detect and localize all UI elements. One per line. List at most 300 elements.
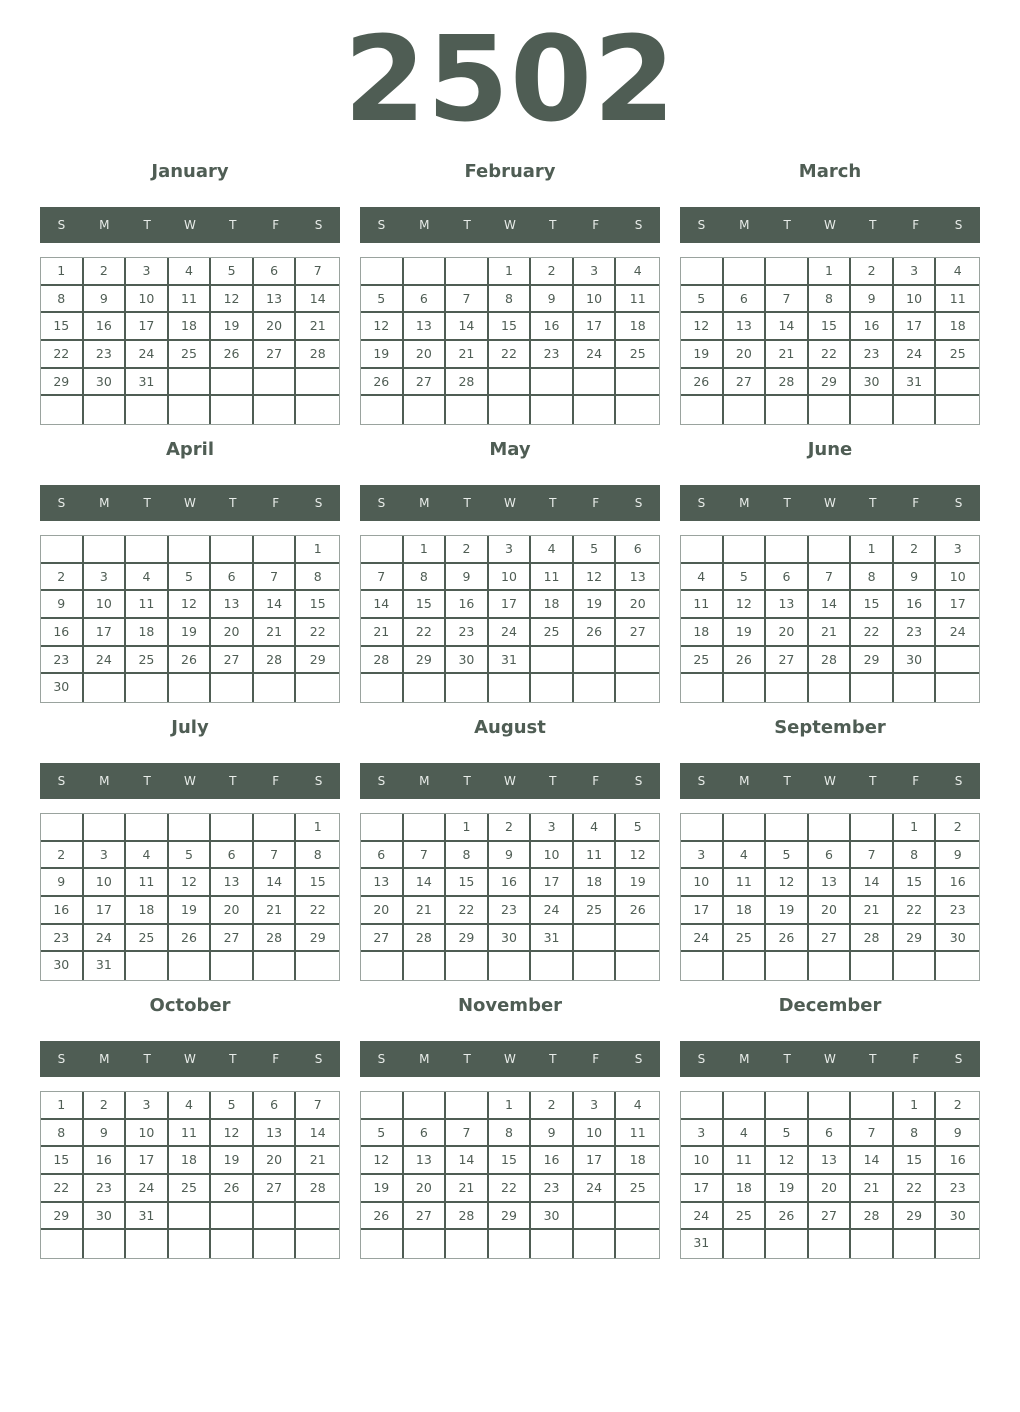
- day-cell: [809, 1230, 852, 1258]
- day-cell: 1: [404, 536, 447, 564]
- weekday-header: T: [229, 1052, 237, 1066]
- weekday-header: S: [57, 218, 66, 232]
- day-cell: [41, 396, 84, 424]
- day-cell: 13: [404, 313, 447, 341]
- day-cell: 9: [531, 1120, 574, 1148]
- day-cell: 11: [616, 286, 659, 314]
- day-cell: 28: [851, 1203, 894, 1231]
- day-cell: 8: [296, 842, 339, 870]
- day-cell: 1: [894, 1092, 937, 1120]
- day-cell: 12: [211, 286, 254, 314]
- day-cell: 23: [84, 1175, 127, 1203]
- day-cell: [254, 369, 297, 397]
- month-title: March: [798, 161, 862, 182]
- day-cell: 16: [936, 869, 979, 897]
- weekday-header: T: [869, 1052, 877, 1066]
- month-title: January: [151, 161, 229, 182]
- day-cell: 4: [936, 258, 979, 286]
- day-cell: [809, 536, 852, 564]
- day-cell: 24: [681, 925, 724, 953]
- day-cell: 17: [126, 1147, 169, 1175]
- day-cell: [211, 396, 254, 424]
- day-cell: 8: [41, 1120, 84, 1148]
- day-cell: 29: [404, 647, 447, 675]
- day-cell: 22: [894, 1175, 937, 1203]
- day-cell: 6: [809, 1120, 852, 1148]
- day-cell: [169, 536, 212, 564]
- day-cell: [296, 952, 339, 980]
- day-cell: 5: [361, 286, 404, 314]
- month-title: May: [489, 439, 531, 460]
- day-cell: 18: [616, 313, 659, 341]
- weekday-header: W: [504, 1052, 516, 1066]
- day-cell: 24: [126, 341, 169, 369]
- day-cell: [169, 952, 212, 980]
- day-cell: 13: [616, 564, 659, 592]
- day-cell: 27: [809, 925, 852, 953]
- day-cell: 28: [766, 369, 809, 397]
- day-cell: 18: [531, 591, 574, 619]
- day-cell: [84, 536, 127, 564]
- day-cell: 27: [724, 369, 767, 397]
- day-cell: 17: [84, 897, 127, 925]
- day-cell: 5: [361, 1120, 404, 1148]
- day-cell: 2: [936, 1092, 979, 1120]
- day-cell: 5: [681, 286, 724, 314]
- day-cell: [936, 674, 979, 702]
- day-cell: [211, 674, 254, 702]
- day-cell: 25: [616, 341, 659, 369]
- day-cell: 22: [296, 897, 339, 925]
- day-cell: 28: [446, 1203, 489, 1231]
- day-cell: [169, 1203, 212, 1231]
- day-cell: 4: [724, 842, 767, 870]
- day-cell: [681, 396, 724, 424]
- weekday-header-row: [680, 1041, 980, 1077]
- day-cell: 14: [254, 869, 297, 897]
- day-cell: [894, 674, 937, 702]
- day-cell: 15: [296, 869, 339, 897]
- day-cell: 10: [84, 591, 127, 619]
- day-cell: [766, 258, 809, 286]
- day-cell: [574, 1230, 617, 1258]
- day-cell: [809, 396, 852, 424]
- day-cell: 17: [84, 619, 127, 647]
- day-cell: 10: [84, 869, 127, 897]
- weekday-header: F: [272, 496, 280, 510]
- weekday-header: T: [143, 496, 151, 510]
- day-cell: 7: [446, 1120, 489, 1148]
- day-cell: [126, 1230, 169, 1258]
- day-cell: 24: [126, 1175, 169, 1203]
- day-cell: 12: [616, 842, 659, 870]
- month-january: [40, 155, 340, 425]
- day-cell: 11: [616, 1120, 659, 1148]
- day-cell: [254, 814, 297, 842]
- day-cell: 4: [616, 258, 659, 286]
- day-cell: 23: [84, 341, 127, 369]
- day-cell: 21: [446, 341, 489, 369]
- day-cell: 14: [851, 1147, 894, 1175]
- day-cell: 29: [894, 1203, 937, 1231]
- day-cell: 21: [851, 897, 894, 925]
- day-cell: 23: [489, 897, 532, 925]
- day-cell: 8: [296, 564, 339, 592]
- day-cell: 31: [894, 369, 937, 397]
- day-cell: 19: [681, 341, 724, 369]
- day-cell: 29: [446, 925, 489, 953]
- day-cell: 27: [254, 1175, 297, 1203]
- day-cell: 24: [574, 1175, 617, 1203]
- weekday-header: W: [184, 218, 196, 232]
- day-cell: 22: [41, 341, 84, 369]
- day-grid: [360, 257, 660, 425]
- day-cell: 21: [254, 897, 297, 925]
- day-cell: 25: [169, 1175, 212, 1203]
- day-cell: 13: [211, 869, 254, 897]
- day-cell: 23: [531, 341, 574, 369]
- day-cell: 1: [809, 258, 852, 286]
- day-cell: 30: [446, 647, 489, 675]
- day-cell: 28: [254, 925, 297, 953]
- day-cell: 7: [851, 1120, 894, 1148]
- weekday-header: T: [463, 496, 471, 510]
- weekday-header: S: [697, 1052, 706, 1066]
- day-cell: 31: [126, 369, 169, 397]
- day-grid: [360, 813, 660, 981]
- day-cell: 18: [724, 1175, 767, 1203]
- day-cell: [936, 1230, 979, 1258]
- month-title: September: [774, 717, 886, 738]
- day-cell: 25: [126, 647, 169, 675]
- day-cell: 31: [531, 925, 574, 953]
- weekday-header: T: [783, 774, 791, 788]
- weekday-header: M: [419, 1052, 430, 1066]
- weekday-header: S: [314, 218, 323, 232]
- day-cell: [84, 1230, 127, 1258]
- weekday-header: F: [272, 218, 280, 232]
- day-cell: 28: [296, 341, 339, 369]
- day-cell: [489, 952, 532, 980]
- day-cell: [211, 536, 254, 564]
- day-cell: 17: [681, 897, 724, 925]
- day-cell: [851, 674, 894, 702]
- day-cell: 13: [404, 1147, 447, 1175]
- day-cell: 22: [296, 619, 339, 647]
- day-cell: 16: [41, 897, 84, 925]
- day-cell: 25: [724, 1203, 767, 1231]
- day-cell: 20: [404, 1175, 447, 1203]
- day-cell: [681, 952, 724, 980]
- weekday-header: T: [783, 1052, 791, 1066]
- day-cell: 4: [681, 564, 724, 592]
- day-cell: 21: [446, 1175, 489, 1203]
- day-cell: [254, 396, 297, 424]
- day-cell: 18: [126, 897, 169, 925]
- day-cell: 17: [574, 1147, 617, 1175]
- day-cell: 15: [894, 869, 937, 897]
- day-cell: 26: [169, 925, 212, 953]
- day-cell: [616, 1203, 659, 1231]
- day-cell: [531, 1230, 574, 1258]
- day-cell: 3: [489, 536, 532, 564]
- day-cell: 20: [254, 1147, 297, 1175]
- day-cell: 4: [616, 1092, 659, 1120]
- day-cell: 11: [126, 591, 169, 619]
- day-cell: 7: [254, 842, 297, 870]
- day-cell: 19: [616, 869, 659, 897]
- day-cell: [211, 814, 254, 842]
- day-cell: 30: [851, 369, 894, 397]
- day-cell: 10: [489, 564, 532, 592]
- weekday-header: W: [504, 496, 516, 510]
- day-cell: [851, 1092, 894, 1120]
- day-cell: [574, 369, 617, 397]
- day-cell: 16: [84, 1147, 127, 1175]
- day-cell: 17: [894, 313, 937, 341]
- day-cell: [84, 674, 127, 702]
- day-cell: [404, 952, 447, 980]
- day-cell: [361, 536, 404, 564]
- day-cell: [616, 396, 659, 424]
- weekday-header: W: [824, 1052, 836, 1066]
- day-cell: 8: [489, 286, 532, 314]
- day-cell: 10: [894, 286, 937, 314]
- day-cell: 28: [254, 647, 297, 675]
- month-title: December: [778, 995, 882, 1016]
- day-cell: [126, 952, 169, 980]
- day-cell: [211, 1203, 254, 1231]
- weekday-header: S: [954, 774, 963, 788]
- day-cell: 7: [361, 564, 404, 592]
- day-cell: 29: [296, 925, 339, 953]
- day-cell: 11: [169, 1120, 212, 1148]
- day-cell: 16: [489, 869, 532, 897]
- day-cell: 9: [446, 564, 489, 592]
- day-cell: 4: [126, 842, 169, 870]
- day-cell: 8: [851, 564, 894, 592]
- day-cell: 9: [894, 564, 937, 592]
- day-cell: 25: [126, 925, 169, 953]
- day-cell: 23: [894, 619, 937, 647]
- month-may: [360, 433, 660, 703]
- month-september: [680, 711, 980, 981]
- day-cell: 20: [404, 341, 447, 369]
- day-cell: [724, 536, 767, 564]
- day-cell: 14: [404, 869, 447, 897]
- day-cell: 19: [361, 341, 404, 369]
- year-title: 2502: [343, 10, 677, 148]
- day-cell: 20: [809, 897, 852, 925]
- day-cell: 11: [681, 591, 724, 619]
- day-cell: 4: [724, 1120, 767, 1148]
- day-cell: 11: [724, 869, 767, 897]
- day-cell: 22: [41, 1175, 84, 1203]
- day-cell: [361, 952, 404, 980]
- day-cell: 26: [574, 619, 617, 647]
- day-cell: [936, 952, 979, 980]
- day-cell: [616, 925, 659, 953]
- day-cell: 27: [211, 647, 254, 675]
- day-cell: [616, 952, 659, 980]
- day-cell: [681, 536, 724, 564]
- weekday-header: S: [634, 218, 643, 232]
- day-cell: 5: [616, 814, 659, 842]
- day-cell: 1: [894, 814, 937, 842]
- day-cell: 16: [41, 619, 84, 647]
- day-cell: 13: [254, 1120, 297, 1148]
- day-cell: 14: [446, 313, 489, 341]
- day-cell: 7: [809, 564, 852, 592]
- day-cell: 3: [894, 258, 937, 286]
- weekday-header: T: [869, 774, 877, 788]
- day-grid: [40, 535, 340, 703]
- day-cell: 25: [936, 341, 979, 369]
- day-cell: 14: [296, 286, 339, 314]
- day-cell: 26: [724, 647, 767, 675]
- day-cell: [531, 952, 574, 980]
- month-march: [680, 155, 980, 425]
- day-cell: 20: [211, 619, 254, 647]
- day-cell: 25: [724, 925, 767, 953]
- weekday-header: S: [954, 1052, 963, 1066]
- day-cell: 5: [574, 536, 617, 564]
- day-cell: 24: [531, 897, 574, 925]
- day-cell: 29: [851, 647, 894, 675]
- day-cell: 10: [126, 1120, 169, 1148]
- day-cell: 30: [531, 1203, 574, 1231]
- day-cell: 5: [724, 564, 767, 592]
- day-cell: [296, 1203, 339, 1231]
- day-cell: [446, 396, 489, 424]
- weekday-header: S: [314, 774, 323, 788]
- day-cell: 28: [361, 647, 404, 675]
- day-cell: 30: [84, 369, 127, 397]
- month-november: [360, 989, 660, 1259]
- day-cell: [489, 1230, 532, 1258]
- day-cell: 27: [404, 1203, 447, 1231]
- day-cell: 1: [489, 1092, 532, 1120]
- day-cell: [724, 814, 767, 842]
- day-cell: 6: [616, 536, 659, 564]
- weekday-header: S: [57, 774, 66, 788]
- weekday-header: M: [739, 218, 750, 232]
- day-cell: 20: [766, 619, 809, 647]
- day-cell: 22: [894, 897, 937, 925]
- day-cell: 30: [894, 647, 937, 675]
- day-cell: 29: [41, 369, 84, 397]
- month-april: [40, 433, 340, 703]
- day-cell: 6: [404, 286, 447, 314]
- day-cell: 15: [894, 1147, 937, 1175]
- day-cell: 16: [894, 591, 937, 619]
- day-cell: [126, 814, 169, 842]
- day-cell: 17: [126, 313, 169, 341]
- day-cell: 19: [169, 897, 212, 925]
- day-cell: 11: [169, 286, 212, 314]
- day-cell: [851, 396, 894, 424]
- month-february: [360, 155, 660, 425]
- day-cell: 21: [851, 1175, 894, 1203]
- day-cell: 22: [404, 619, 447, 647]
- month-title: August: [474, 717, 546, 738]
- day-cell: [489, 396, 532, 424]
- weekday-header: S: [314, 1052, 323, 1066]
- day-cell: [84, 814, 127, 842]
- day-cell: 3: [936, 536, 979, 564]
- day-cell: 17: [489, 591, 532, 619]
- weekday-header: W: [824, 218, 836, 232]
- day-cell: [361, 814, 404, 842]
- weekday-header: M: [419, 496, 430, 510]
- weekday-header: M: [739, 496, 750, 510]
- day-cell: [616, 369, 659, 397]
- weekday-header: F: [912, 1052, 920, 1066]
- weekday-header: S: [634, 1052, 643, 1066]
- day-cell: [489, 369, 532, 397]
- day-cell: [894, 396, 937, 424]
- day-cell: 1: [851, 536, 894, 564]
- month-title: October: [149, 995, 231, 1016]
- day-cell: 8: [404, 564, 447, 592]
- day-cell: 10: [126, 286, 169, 314]
- day-cell: [404, 814, 447, 842]
- day-cell: 12: [766, 1147, 809, 1175]
- day-cell: 21: [404, 897, 447, 925]
- day-cell: 12: [169, 591, 212, 619]
- day-cell: [169, 1230, 212, 1258]
- day-cell: 11: [126, 869, 169, 897]
- day-cell: 12: [681, 313, 724, 341]
- day-cell: 1: [446, 814, 489, 842]
- day-cell: 21: [296, 313, 339, 341]
- day-cell: 13: [361, 869, 404, 897]
- day-cell: 14: [254, 591, 297, 619]
- day-cell: 14: [296, 1120, 339, 1148]
- day-cell: 1: [296, 536, 339, 564]
- day-cell: 16: [531, 1147, 574, 1175]
- day-cell: 14: [809, 591, 852, 619]
- day-cell: 30: [84, 1203, 127, 1231]
- day-cell: 11: [724, 1147, 767, 1175]
- weekday-header: F: [592, 774, 600, 788]
- day-cell: 8: [446, 842, 489, 870]
- day-cell: 15: [446, 869, 489, 897]
- day-cell: [574, 396, 617, 424]
- day-cell: 5: [169, 564, 212, 592]
- weekday-header: S: [377, 496, 386, 510]
- weekday-header: S: [57, 1052, 66, 1066]
- month-october: [40, 989, 340, 1259]
- weekday-header: M: [419, 774, 430, 788]
- day-cell: 8: [894, 842, 937, 870]
- day-cell: 2: [936, 814, 979, 842]
- day-cell: [254, 674, 297, 702]
- day-cell: 4: [126, 564, 169, 592]
- weekday-header: W: [504, 774, 516, 788]
- day-cell: 17: [681, 1175, 724, 1203]
- month-july: [40, 711, 340, 981]
- weekday-header-row: [360, 1041, 660, 1077]
- day-cell: 5: [211, 1092, 254, 1120]
- day-cell: 8: [894, 1120, 937, 1148]
- day-cell: 27: [616, 619, 659, 647]
- weekday-header-row: [680, 485, 980, 521]
- day-cell: 19: [169, 619, 212, 647]
- weekday-header: S: [314, 496, 323, 510]
- day-cell: [361, 1230, 404, 1258]
- day-cell: [404, 258, 447, 286]
